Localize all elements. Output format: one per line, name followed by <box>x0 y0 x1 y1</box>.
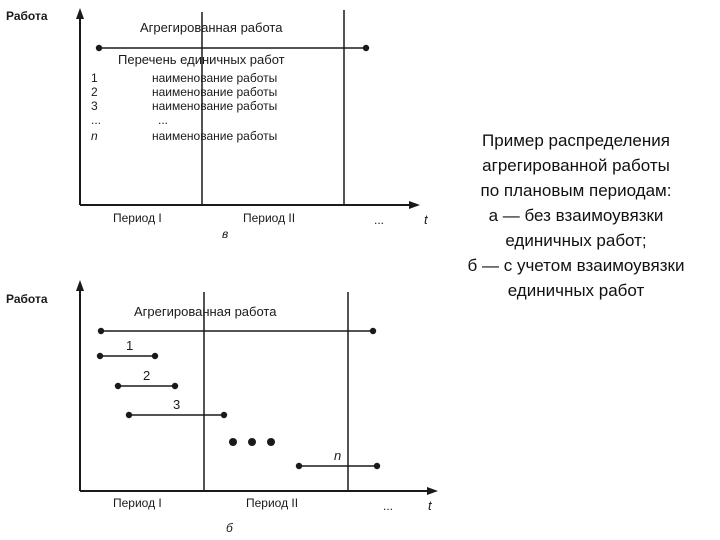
aggregated-bar-start-a <box>96 45 102 51</box>
period-2-label-a: Период II <box>243 211 296 225</box>
t-axis-label-a: t <box>424 212 428 227</box>
list-item-name: наименование работы <box>152 71 278 85</box>
diagram-letter-b: б <box>226 521 233 535</box>
aggregated-label-a: Агрегированная работа <box>140 20 283 35</box>
work-bar-2-start <box>115 383 121 389</box>
list-item-num: n <box>91 129 98 143</box>
list-item-num: ... <box>91 113 102 127</box>
work-bar-2-end <box>172 383 178 389</box>
list-item-num: 1 <box>91 71 98 85</box>
list-item-name: ... <box>158 113 169 127</box>
work-bar-label-3: 3 <box>173 397 181 412</box>
caption-line: единичных работ <box>507 281 645 300</box>
aggregated-bar-start-b <box>98 328 104 334</box>
work-bar-3-start <box>126 412 132 418</box>
caption-line: единичных работ; <box>505 231 647 250</box>
t-axis-label-b: t <box>428 498 432 513</box>
work-bar-label-n: n <box>334 448 342 463</box>
continuation-dot <box>267 438 275 446</box>
list-item-name: наименование работы <box>152 99 278 113</box>
work-bar-3-end <box>221 412 227 418</box>
work-bar-n-end <box>374 463 380 469</box>
diagram-letter-a: в <box>222 227 229 241</box>
list-item-num: 2 <box>91 85 98 99</box>
list-title-a: Перечень единичных работ <box>118 52 285 67</box>
ellipsis-a: ... <box>374 213 385 227</box>
continuation-dot <box>248 438 256 446</box>
work-bar-label-2: 2 <box>143 368 151 383</box>
y-axis-arrow-b <box>76 280 84 291</box>
work-bar-1-end <box>152 353 158 359</box>
work-bar-label-1: 1 <box>126 338 134 353</box>
list-item-num: 3 <box>91 99 98 113</box>
x-axis-arrow-b <box>427 487 438 495</box>
caption-line: агрегированной работы <box>482 156 670 175</box>
caption-line: а — без взаимоувязки <box>488 206 664 225</box>
work-bar-n-start <box>296 463 302 469</box>
y-axis-label-b: Работа <box>6 292 48 306</box>
period-2-label-b: Период II <box>246 496 299 510</box>
ellipsis-b: ... <box>383 499 394 513</box>
y-axis-label-a: Работа <box>6 9 48 23</box>
diagram-b-labels <box>6 292 433 535</box>
list-item-name: наименование работы <box>152 129 278 143</box>
diagram-a-labels <box>6 9 429 241</box>
caption-line: б — с учетом взаимоувязки <box>467 256 685 275</box>
caption-line: по плановым периодам: <box>480 181 672 200</box>
y-axis-arrow-a <box>76 8 84 19</box>
continuation-dot <box>229 438 237 446</box>
list-item-name: наименование работы <box>152 85 278 99</box>
period-1-label-b: Период I <box>113 496 162 510</box>
work-bar-1-start <box>97 353 103 359</box>
caption-line: Пример распределения <box>482 131 670 150</box>
figure-caption <box>440 128 712 303</box>
aggregated-bar-end-b <box>370 328 376 334</box>
aggregated-bar-end-a <box>363 45 369 51</box>
period-1-label-a: Период I <box>113 211 162 225</box>
x-axis-arrow-a <box>409 201 420 209</box>
aggregated-label-b: Агрегированная работа <box>134 304 277 319</box>
